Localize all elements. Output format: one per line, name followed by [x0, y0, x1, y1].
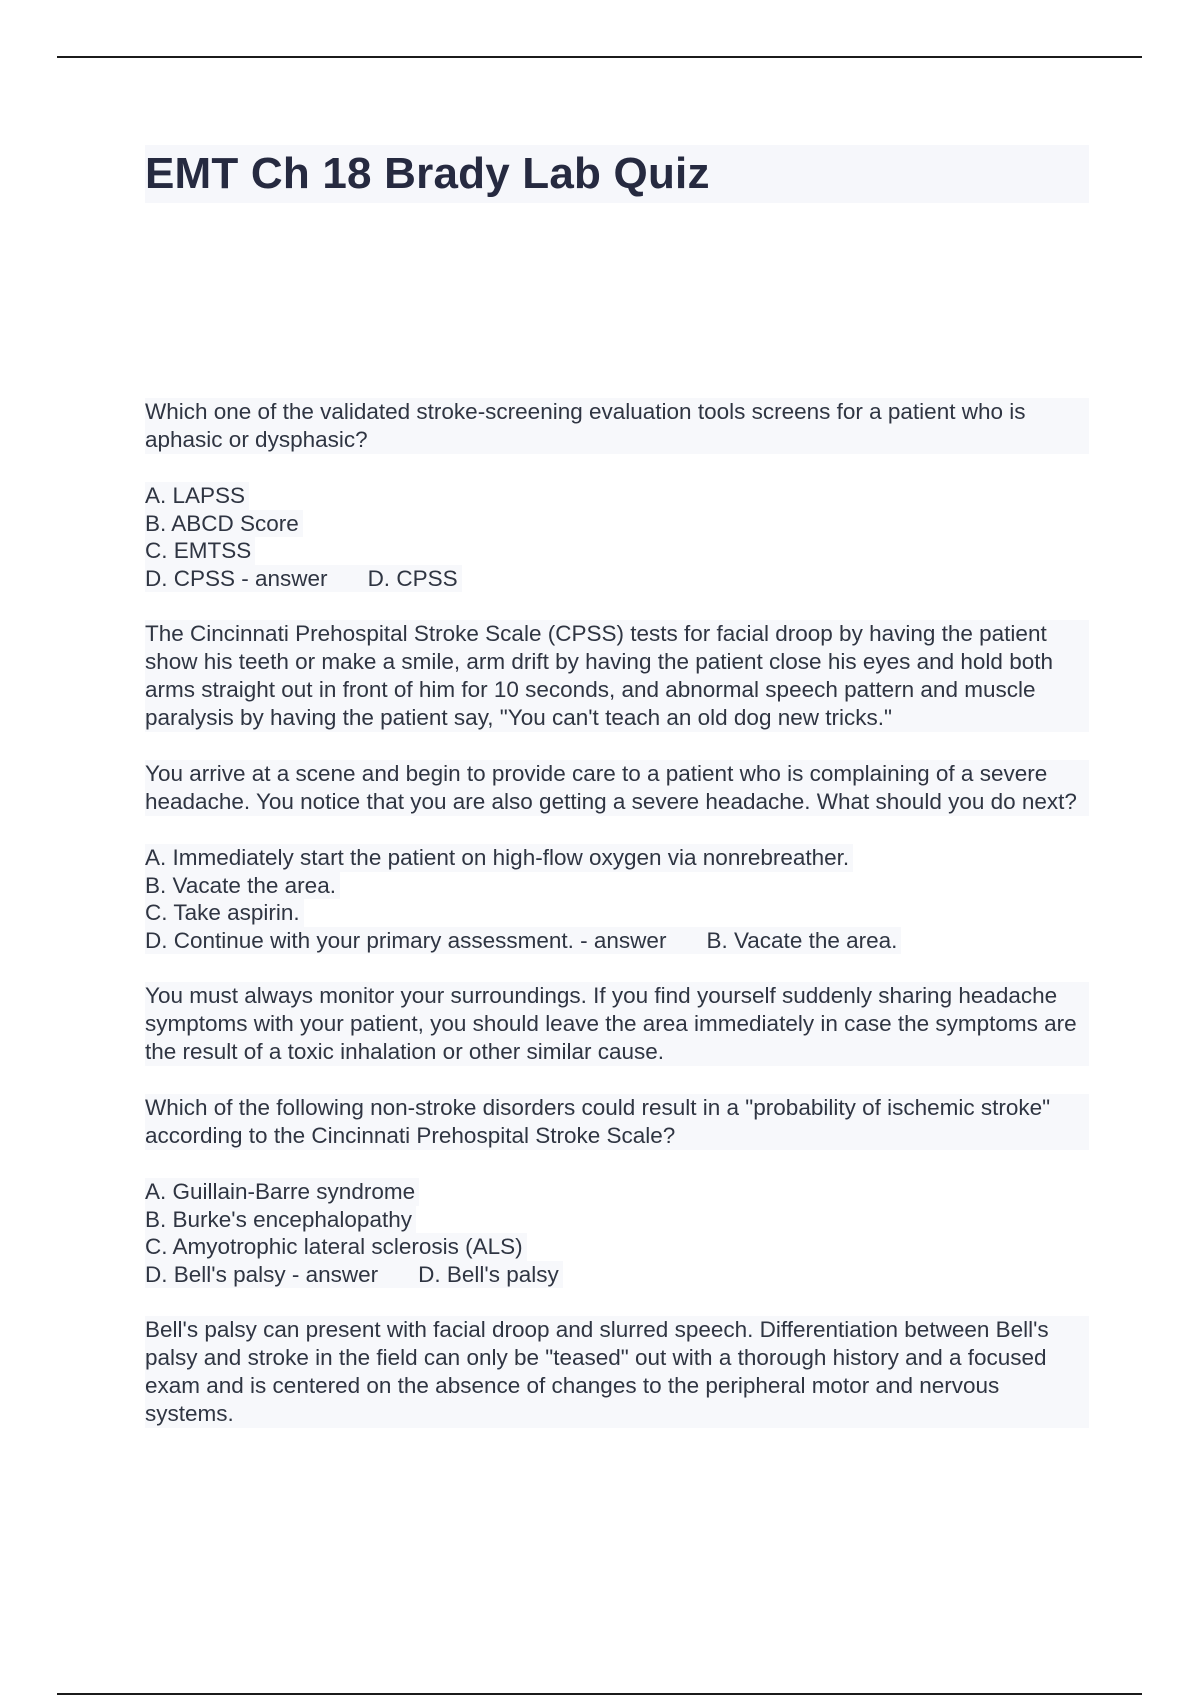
option [145, 899, 1089, 927]
option [145, 844, 1089, 872]
option [145, 482, 1089, 510]
explanation-text [145, 620, 1089, 732]
explanation-text [145, 982, 1089, 1066]
option-b: B. Vacate the area. [145, 872, 340, 900]
option [145, 927, 1089, 955]
options-list [145, 1178, 1089, 1288]
option [145, 1233, 1089, 1261]
question-text [145, 398, 1089, 454]
option-c: C. Amyotrophic lateral sclerosis (ALS) [145, 1233, 527, 1261]
option-d-with-answer [145, 1261, 563, 1289]
option-a: A. LAPSS [145, 482, 249, 510]
question-3-text: Which of the following non-stroke disorders could result in a "probability of ischemic stroke" according to the Cincinnati Prehospital Stroke Scale? [145, 1094, 1089, 1150]
option-c: C. EMTSS [145, 537, 255, 565]
page-title: EMT Ch 18 Brady Lab Quiz [145, 149, 710, 198]
option-a: A. Immediately start the patient on high-flow oxygen via nonrebreather. [145, 844, 853, 872]
option [145, 537, 1089, 565]
option-b: B. Burke's encephalopathy [145, 1206, 416, 1234]
top-divider [57, 56, 1142, 58]
question-1-text: Which one of the validated stroke-screening evaluation tools screens for a patient who is aphasic or dysphasic? [145, 398, 1089, 454]
document-body [145, 145, 1089, 1456]
option [145, 565, 1089, 593]
option [145, 872, 1089, 900]
option-d-with-answer [145, 927, 901, 955]
options-list [145, 482, 1089, 592]
question-text [145, 1094, 1089, 1150]
option [145, 510, 1089, 538]
explanation-3-text: Bell's palsy can present with facial droop and slurred speech. Differentiation between Bell's palsy and stroke in the field can only be "teased" out with a thorough history and a focused exam and is centered on the absence of changes to the peripheral motor and nervous systems. [145, 1316, 1089, 1428]
option-d: D. Bell's palsy - answer [145, 1261, 379, 1287]
answer-text: B. Vacate the area. [706, 927, 898, 953]
bottom-divider [57, 1693, 1142, 1695]
option-d: D. CPSS - answer [145, 565, 328, 591]
answer-text: D. Bell's palsy [418, 1261, 559, 1287]
explanation-text [145, 1316, 1089, 1428]
option [145, 1178, 1089, 1206]
option-d: D. Continue with your primary assessment. - answer [145, 927, 667, 953]
options-list [145, 844, 1089, 954]
question-text [145, 760, 1089, 816]
title-band [145, 145, 1089, 203]
qa-list [145, 398, 1089, 1428]
option-c: C. Take aspirin. [145, 899, 304, 927]
question-2-text: You arrive at a scene and begin to provide care to a patient who is complaining of a severe headache. You notice that you are also getting a severe headache. What should you do next? [145, 760, 1089, 816]
option-a: A. Guillain-Barre syndrome [145, 1178, 419, 1206]
explanation-1-text: The Cincinnati Prehospital Stroke Scale (CPSS) tests for facial droop by having the patient show his teeth or make a smile, arm drift by having the patient close his eyes and hold both arms straight out in front of him for 10 seconds, and abnormal speech pattern and muscle paralysis by having the patient say, "You can't teach an old dog new tricks." [145, 620, 1089, 732]
explanation-2-text: You must always monitor your surroundings. If you find yourself suddenly sharing headache symptoms with your patient, you should leave the area immediately in case the symptoms are the result of a toxic inhalation or other similar cause. [145, 982, 1089, 1066]
option [145, 1206, 1089, 1234]
option-b: B. ABCD Score [145, 510, 303, 538]
answer-text: D. CPSS [367, 565, 458, 591]
option [145, 1261, 1089, 1289]
option-d-with-answer [145, 565, 462, 593]
